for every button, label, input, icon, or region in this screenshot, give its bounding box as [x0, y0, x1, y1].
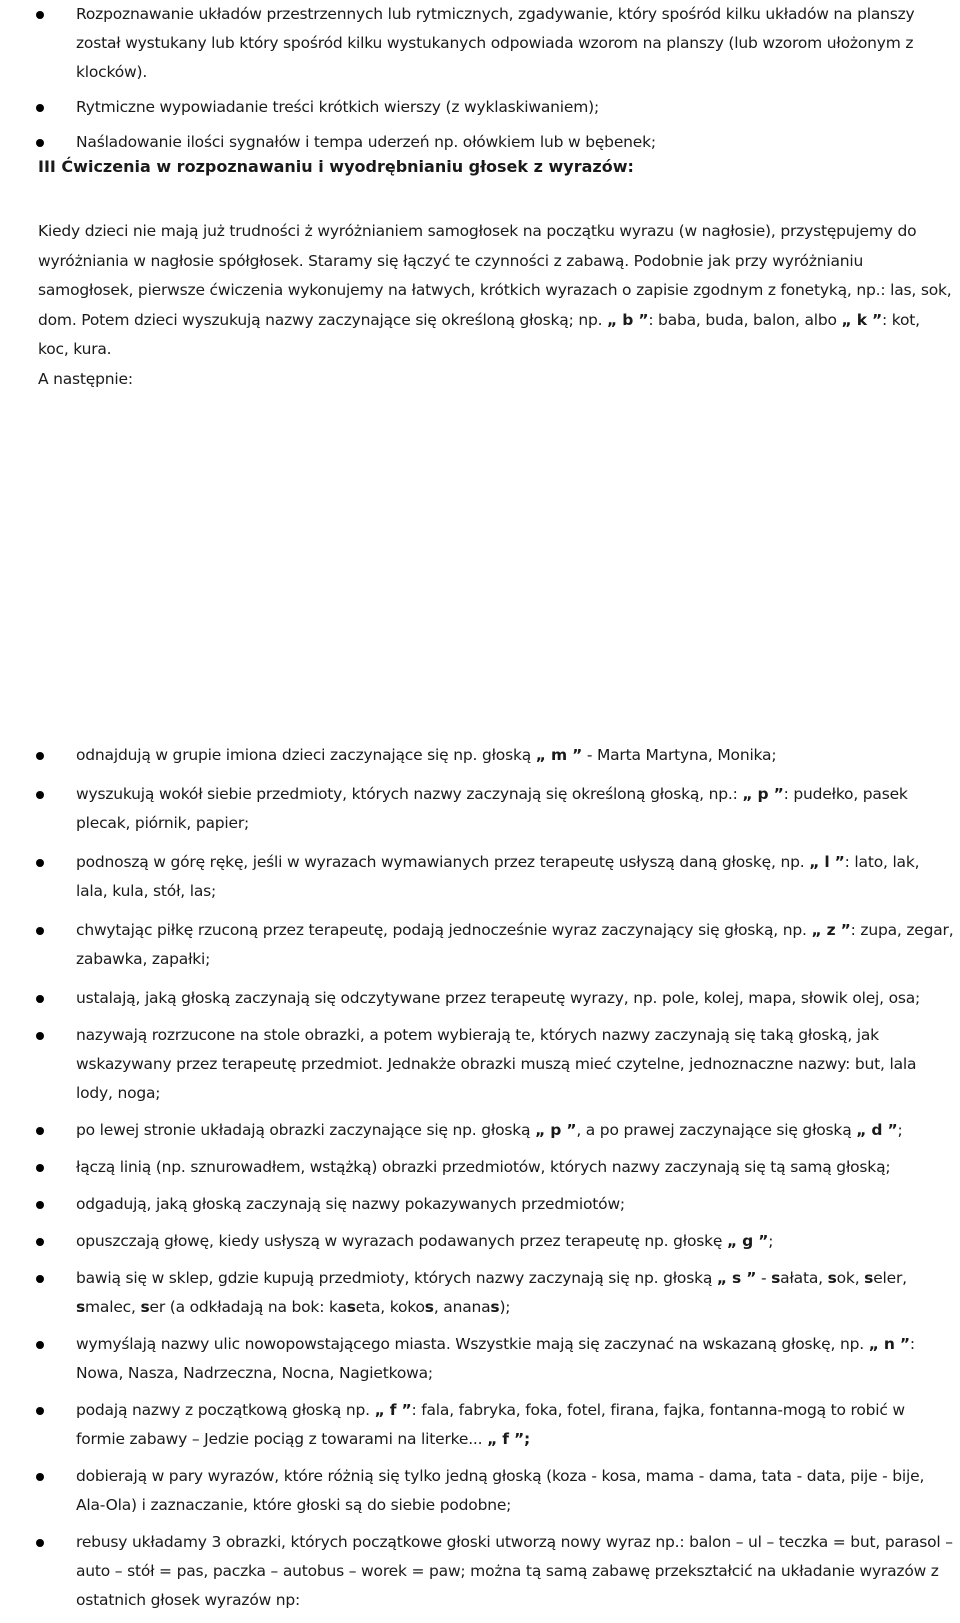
- intro-text-part: Kiedy dzieci nie mają już trudności ż wyróżnianiem samogłosek na początku wyrazu (w nagłosie), przystępujemy do wyróżniania w nagłosie spółgłosek. Staramy się łączyć te czynności z zabawą. Podobnie jak przy wyróżnianiu samogłosek, pierwsze ćwiczenia wykonujemy na łatwych, krótkich wyrazach o zapisie zgodnym z fonetyką, np.: las, sok, dom. Potem dzieci wyszukują nazwy zaczynające się określoną głoską; np.: [38, 222, 952, 329]
- bullet-icon: [36, 1341, 44, 1349]
- list-item: [0, 93, 960, 122]
- bullet-icon: [36, 1407, 44, 1415]
- letter-marker: „ f ”: [374, 1401, 412, 1419]
- letter-marker: „ g ”: [726, 1232, 769, 1250]
- letter-marker: „ p ”: [535, 1121, 577, 1139]
- bullet-icon: [36, 1238, 44, 1246]
- list-item: dobierają w pary wyrazów, które różnią się tylko jedną głoską (koza - kosa, mama - dama, tata - data, pije - bije, Ala-Ola) i zaznaczanie, które głoski są do siebie podobne;: [0, 1462, 960, 1520]
- bullet-text: Naśladowanie ilości sygnałów i tempa uderzeń np. ołówkiem lub w bębenek;: [76, 133, 656, 151]
- letter-marker: „ b ”: [607, 310, 649, 329]
- list-item: bawią się w sklep, gdzie kupują przedmioty, których nazwy zaczynają się np. głoską „ s ” - sałata, sok, seler, smalec, ser (a odkładają na bok: kaseta, kokos, ananas);: [0, 1264, 960, 1322]
- bullet-icon: [36, 1127, 44, 1135]
- list-item: chwytając piłkę rzuconą przez terapeutę, podają jednocześnie wyraz zaczynający się głoską, np. „ z ”: zupa, zegar, zabawka, zapałki;: [0, 916, 960, 974]
- intro-text-part: : baba, buda, balon, albo: [648, 310, 842, 329]
- bullet-icon: [36, 752, 44, 760]
- letter-marker: „ f ”;: [487, 1430, 531, 1448]
- bullet-icon: [36, 1032, 44, 1040]
- list-item: wymyślają nazwy ulic nowopowstającego miasta. Wszystkie mają się zaczynać na wskazaną głoskę, np. „ n ”: Nowa, Nasza, Nadrzeczna, Nocna, Nagietkowa;: [0, 1330, 960, 1388]
- bullet-icon: [36, 1201, 44, 1209]
- list-item: rebusy układamy 3 obrazki, których początkowe głoski utworzą nowy wyraz np.: balon – ul – teczka = but, parasol – auto – stół = pas, paczka – autobus – worek = paw; można tą samą zabawę przekształcić na układanie wyrazów z ostatnich głosek wyrazów np:: [0, 1528, 960, 1615]
- bullet-text: Rozpoznawanie układów przestrzennych lub rytmicznych, zgadywanie, który spośród kilku układów na planszy został wystukany lub który spośród kilku wystukanych odpowiada wzorom na planszy (lub wzorom ułożonym z klocków).: [76, 5, 915, 81]
- list-item: łączą linią (np. sznurowadłem, wstążką) obrazki przedmiotów, których nazwy zaczynają się tą samą głoską;: [0, 1153, 960, 1182]
- intro-text: [38, 217, 953, 365]
- list-item: ustalają, jaką głoską zaczynają się odczytywane przez terapeutę wyrazy, np. pole, kolej, mapa, słowik olej, osa;: [0, 984, 960, 1013]
- intro-paragraph: [38, 217, 953, 394]
- bullet-icon: [36, 1164, 44, 1172]
- intro-text-part: : kot, koc, kura.: [38, 310, 920, 358]
- list-item: wyszukują wokół siebie przedmioty, których nazwy zaczynają się określoną głoską, np.: „ p ”: pudełko, pasek plecak, piórnik, papier;: [0, 780, 960, 838]
- list-item: nazywają rozrzucone na stole obrazki, a potem wybierają te, których nazwy zaczynają się taką głoską, jak wskazywany przez terapeutę przedmiot. Jednakże obrazki muszą mieć czytelne, jednoznaczne nazwy: but, lala lody, noga;: [0, 1021, 960, 1108]
- bullet-icon: [36, 791, 44, 799]
- letter-marker: „ m ”: [535, 746, 583, 764]
- list-item: [0, 0, 960, 87]
- bullet-icon: [36, 995, 44, 1003]
- section-heading: III Ćwiczenia w rozpoznawaniu i wyodrębnianiu głosek z wyrazów:: [38, 157, 634, 176]
- letter-marker: „ d ”: [856, 1121, 898, 1139]
- bullet-icon: [36, 927, 44, 935]
- list-item: po lewej stronie układają obrazki zaczynające się np. głoską „ p ”, a po prawej zaczynające się głoską „ d ”;: [0, 1116, 960, 1145]
- letter-marker: „ z ”: [811, 921, 851, 939]
- list-item: [0, 128, 960, 157]
- list-item: opuszczają głowę, kiedy usłyszą w wyrazach podawanych przez terapeutę np. głoskę „ g ”;: [0, 1227, 960, 1256]
- bullet-icon: [36, 104, 44, 112]
- letter-marker: „ s ”: [716, 1269, 757, 1287]
- list-item: podnoszą w górę rękę, jeśli w wyrazach wymawianych przez terapeutę usłyszą daną głoskę, np. „ l ”: lato, lak, lala, kula, stół, las;: [0, 848, 960, 906]
- bullet-icon: [36, 139, 44, 147]
- bullet-text: Rytmiczne wypowiadanie treści krótkich wierszy (z wyklaskiwaniem);: [76, 98, 600, 116]
- exercise-bullet-list: [0, 741, 960, 1623]
- bullet-icon: [36, 1473, 44, 1481]
- list-item: podają nazwy z początkową głoską np. „ f ”: fala, fabryka, foka, fotel, firana, fajka, fontanna-mogą to robić w formie zabawy – Jedzie pociąg z towarami na literke... „ f ”;: [0, 1396, 960, 1454]
- intro-bullet-list: [0, 0, 960, 163]
- then-label: A następnie:: [38, 369, 133, 388]
- list-item: odgadują, jaką głoską zaczynają się nazwy pokazywanych przedmiotów;: [0, 1190, 960, 1219]
- letter-marker: „ n ”: [868, 1335, 910, 1353]
- letter-marker: „ l ”: [809, 853, 845, 871]
- letter-marker: „ p ”: [742, 785, 784, 803]
- bullet-icon: [36, 1539, 44, 1547]
- letter-marker: „ k ”: [841, 310, 882, 329]
- bullet-icon: [36, 11, 44, 19]
- bullet-icon: [36, 1275, 44, 1283]
- list-item: odnajdują w grupie imiona dzieci zaczynające się np. głoską „ m ” - Marta Martyna, Monika;: [0, 741, 960, 770]
- bullet-icon: [36, 859, 44, 867]
